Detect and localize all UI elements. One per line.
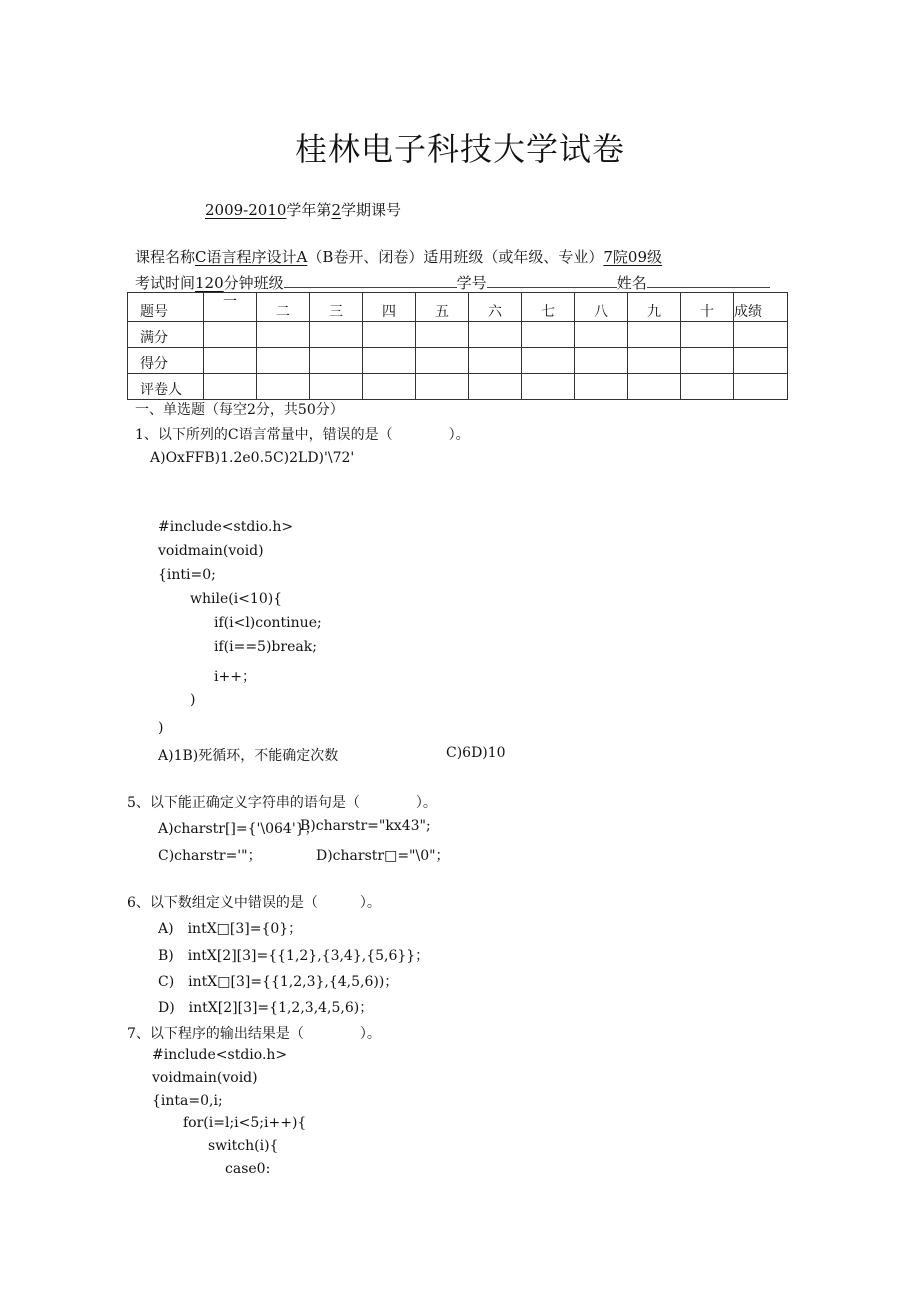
time-unit-class-label: 分钟班级 [223,274,284,292]
q4-options-cd: C)6D)10 [446,745,506,761]
student-no-label: 学号 [456,274,487,292]
student-no-blank[interactable] [487,273,617,288]
q4-options-ab: A)1B)死循环，不能确定次数 [158,748,339,764]
q7-code-line: #include<stdio.h> [152,1047,288,1063]
score-cell[interactable] [734,374,788,400]
score-cell[interactable] [416,374,469,400]
col-header: 九 [628,293,681,322]
row-label: 得分 [128,348,204,374]
q7-code-line: for(i=l;i<5;i++){ [183,1115,307,1131]
score-cell[interactable] [522,348,575,374]
score-cell[interactable] [310,374,363,400]
score-cell[interactable] [522,322,575,348]
score-cell[interactable] [575,348,628,374]
row-label: 满分 [128,322,204,348]
score-cell[interactable] [257,374,310,400]
col-header: 一 [204,293,257,322]
score-cell[interactable] [628,374,681,400]
q7-code-line: switch(i){ [208,1138,279,1154]
q6-option-c: C) intX□[3]={{1,2,3},{4,5,6))； [158,974,399,990]
q4-code-line: while(i<10){ [190,591,283,607]
q5-option-b: B)charstr="kx43"; [300,818,431,834]
q7-code-line: case0: [225,1161,271,1177]
q6-option-d: D) intX[2][3]={1,2,3,4,5,6)； [158,1000,374,1016]
row-label: 评卷人 [128,374,204,400]
name-label: 姓名 [616,274,647,292]
q4-code-line: i++； [214,669,256,685]
section-heading: 一、单选题（每空2分，共50分） [135,402,344,418]
course-info: （B卷开、闭卷）适用班级（或年级、专业） [307,248,604,266]
q7-code-line: voidmain(void) [152,1070,258,1086]
score-cell[interactable] [363,322,416,348]
col-header: 成绩 [734,293,788,322]
score-cell[interactable] [416,322,469,348]
col-header: 十 [681,293,734,322]
academic-years: 2009-2010 [205,201,287,219]
score-cell[interactable] [681,348,734,374]
name-blank[interactable] [647,273,770,288]
score-cell[interactable] [734,348,788,374]
col-header: 七 [522,293,575,322]
q1-stem: 1、以下所列的C语言常量中，错误的是（ ）。 [135,427,470,443]
grade-row-score [128,348,788,374]
score-cell[interactable] [310,348,363,374]
q6-option-a: A) intX□[3]={0}； [158,921,303,937]
exam-title: 桂林电子科技大学试卷 [294,130,625,168]
score-cell[interactable] [363,348,416,374]
score-cell[interactable] [628,322,681,348]
q1-options: A)OxFFB)1.2e0.5C)2LD)'\72' [150,450,355,466]
q5-option-c: C)charstr='"； [158,848,262,864]
col-header: 八 [575,293,628,322]
score-cell[interactable] [204,348,257,374]
class-blank[interactable] [284,273,457,288]
time-value: 120 [195,274,224,292]
q4-code-line: {inti=0; [158,567,216,583]
score-cell[interactable] [204,322,257,348]
score-cell[interactable] [628,348,681,374]
q4-code-line: voidmain(void) [158,543,264,559]
term-number: 2 [331,201,341,219]
q4-code-line: #include<stdio.h> [158,519,294,535]
col-header: 题号 [128,293,204,322]
q6-stem: 6、以下数组定义中错误的是（ ）。 [127,895,381,911]
course-name: C语言程序设计A [195,248,308,266]
col-header: 三 [310,293,363,322]
q5-option-a: A)charstr[]={'\064'}； [158,821,319,837]
score-cell[interactable] [681,374,734,400]
q6-option-b: B) intX[2][3]={{1,2},{3,4},{5,6}}； [158,948,430,964]
score-cell[interactable] [469,374,522,400]
class-value: 7院09级 [603,248,662,266]
grade-table [127,292,788,400]
q7-code-line: {inta=0,i; [152,1093,223,1109]
grade-header-row [128,293,788,322]
term-text-1: 学年第 [286,201,332,219]
score-cell[interactable] [522,374,575,400]
score-cell[interactable] [575,374,628,400]
exam-line [135,272,770,293]
score-cell[interactable] [363,374,416,400]
score-cell[interactable] [734,322,788,348]
score-cell[interactable] [257,348,310,374]
col-header: 六 [469,293,522,322]
q4-code-line: ) [158,720,164,736]
course-label: 课程名称 [135,248,196,266]
score-cell[interactable] [575,322,628,348]
score-cell[interactable] [469,322,522,348]
q4-code-line: if(i<l)continue; [214,615,322,631]
score-cell[interactable] [416,348,469,374]
q4-code-line: ) [190,692,196,708]
grade-row-full-score [128,322,788,348]
col-header: 二 [257,293,310,322]
course-line [135,246,662,267]
score-cell[interactable] [310,322,363,348]
q4-code-line: if(i==5)break; [214,639,317,655]
col-header: 五 [416,293,469,322]
score-cell[interactable] [681,322,734,348]
score-cell[interactable] [204,374,257,400]
term-line [205,199,401,220]
q7-stem: 7、以下程序的输出结果是（ ）。 [127,1026,381,1042]
q5-stem: 5、以下能正确定义字符串的语句是（ ）。 [127,795,437,811]
time-label: 考试时间 [135,274,196,292]
score-cell[interactable] [257,322,310,348]
term-text-2: 学期课号 [340,201,401,219]
score-cell[interactable] [469,348,522,374]
col-header: 四 [363,293,416,322]
grade-row-grader [128,374,788,400]
q5-option-d: D)charstr□="\0"； [316,848,450,864]
